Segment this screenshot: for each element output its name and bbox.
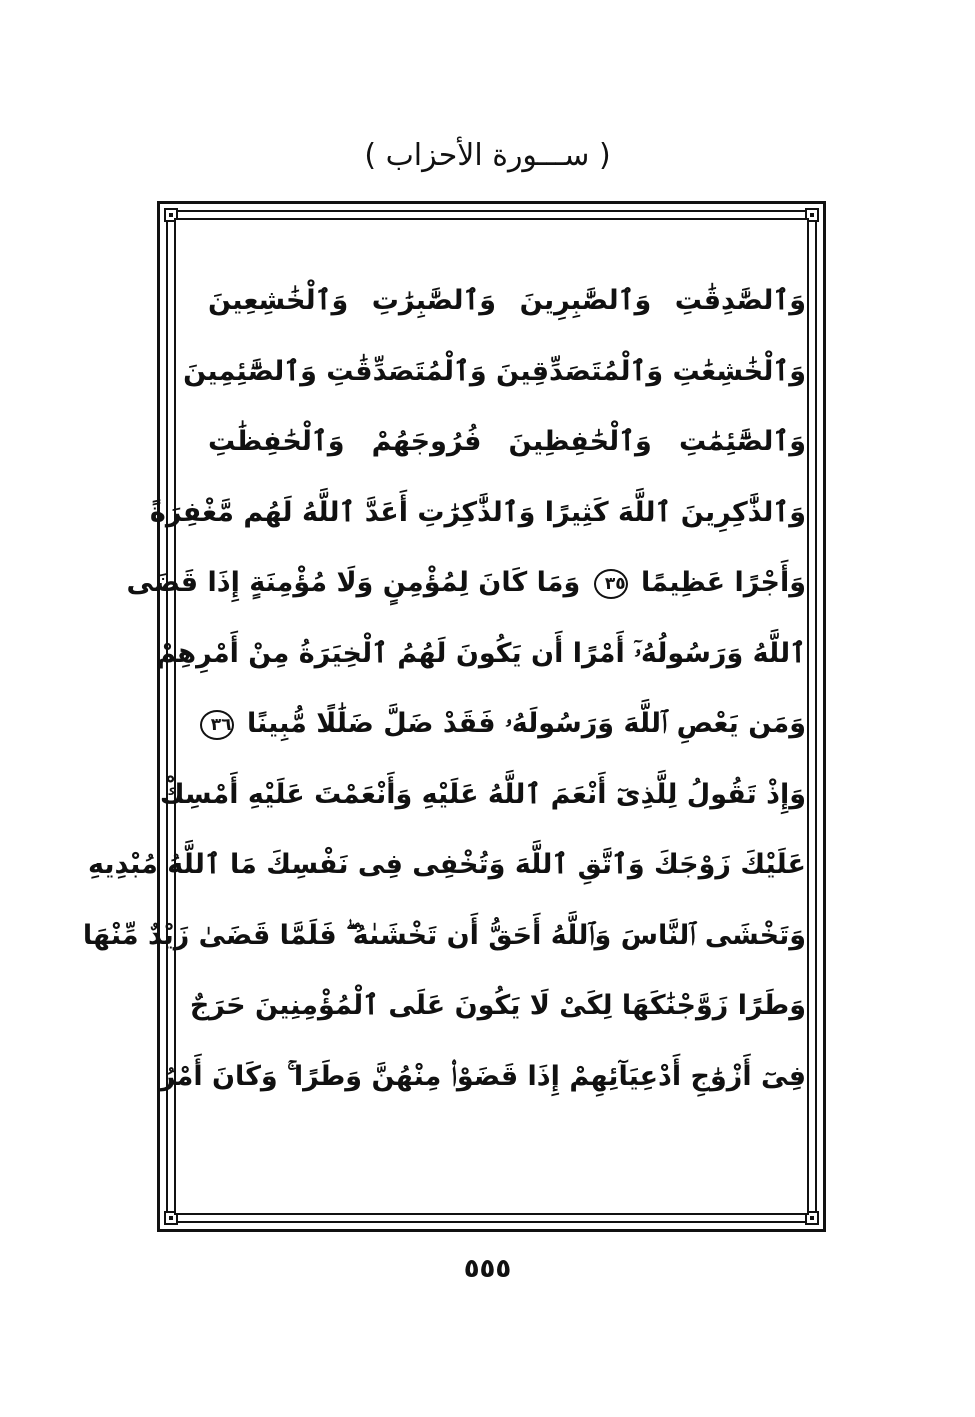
verse-line: عَلَيْكَ زَوْجَكَ وَٱتَّقِ ٱللَّهَ وَتُخْفِى فِى نَفْسِكَ مَا ٱللَّهُ مُبْدِيهِ — [88, 849, 806, 880]
verse-line: فِىٓ أَزْوَٰجِ أَدْعِيَآئِهِمْ إِذَا قَضَوْا۟ مِنْهُنَّ وَطَرًا ۚ وَكَانَ أَمْرُ — [159, 1060, 806, 1092]
verse-line: وَتَخْشَى ٱلنَّاسَ وَٱللَّهُ أَحَقُّ أَن تَخْشَىٰهُ ۖ فَلَمَّا قَضَىٰ زَيْدٌ مِّنْهَا — [82, 919, 806, 951]
ornamental-frame — [82, 201, 826, 1232]
verse-segment: وَأَجْرًا عَظِيمًا — [641, 567, 806, 598]
page-number: ٥٥٥ — [463, 1254, 512, 1284]
verse-line: وَإِذْ تَقُولُ لِلَّذِىٓ أَنْعَمَ ٱللَّهُ عَلَيْهِ وَأَنْعَمْتَ عَلَيْهِ أَمْسِكْ — [159, 778, 806, 810]
verse-line: وَٱلصَّٰٓئِمَٰتِ وَٱلْحَٰفِظِينَ فُرُوجَهُمْ وَٱلْحَٰفِظَٰتِ — [208, 426, 806, 457]
verse-line: وَطَرًا زَوَّجْنَٰكَهَا لِكَىْ لَا يَكُونَ عَلَى ٱلْمُؤْمِنِينَ حَرَجٌ — [189, 990, 806, 1021]
verse-line: ٱللَّهُ وَرَسُولُهُۥٓ أَمْرًا أَن يَكُونَ لَهُمُ ٱلْخِيَرَةُ مِنْ أَمْرِهِمْ — [156, 637, 806, 669]
verse-line-with-marker — [208, 689, 806, 760]
verse-line: وَٱلذَّٰكِرِينَ ٱللَّهَ كَثِيرًا وَٱلذَّٰكِرَٰتِ أَعَدَّ ٱللَّهُ لَهُم مَّغْفِرَةً — [149, 496, 806, 528]
verse-line-with-marker — [126, 548, 806, 619]
verse-line: وَٱلصَّٰدِقَٰتِ وَٱلصَّٰبِرِينَ وَٱلصَّٰبِرَٰتِ وَٱلْخَٰشِعِينَ — [208, 285, 806, 316]
verse-line: وَٱلْخَٰشِعَٰتِ وَٱلْمُتَصَدِّقِينَ وَٱلْمُتَصَدِّقَٰتِ وَٱلصَّٰٓئِمِينَ — [183, 355, 806, 387]
verse-text — [82, 266, 806, 1112]
verse-segment: وَمَا كَانَ لِمُؤْمِنٍ وَلَا مُؤْمِنَةٍ إِذَا قَضَى — [126, 567, 581, 598]
ayah-number-marker: ٣٥ — [594, 569, 628, 599]
text-panel — [82, 218, 809, 1215]
surah-title: ( ســـورة الأحزاب ) — [364, 138, 611, 173]
ayah-number-marker: ٣٦ — [200, 710, 234, 740]
verse-segment: وَمَن يَعْصِ ٱللَّهَ وَرَسُولَهُۥ فَقَدْ ضَلَّ ضَلَٰلًا مُّبِينًا — [246, 708, 806, 739]
